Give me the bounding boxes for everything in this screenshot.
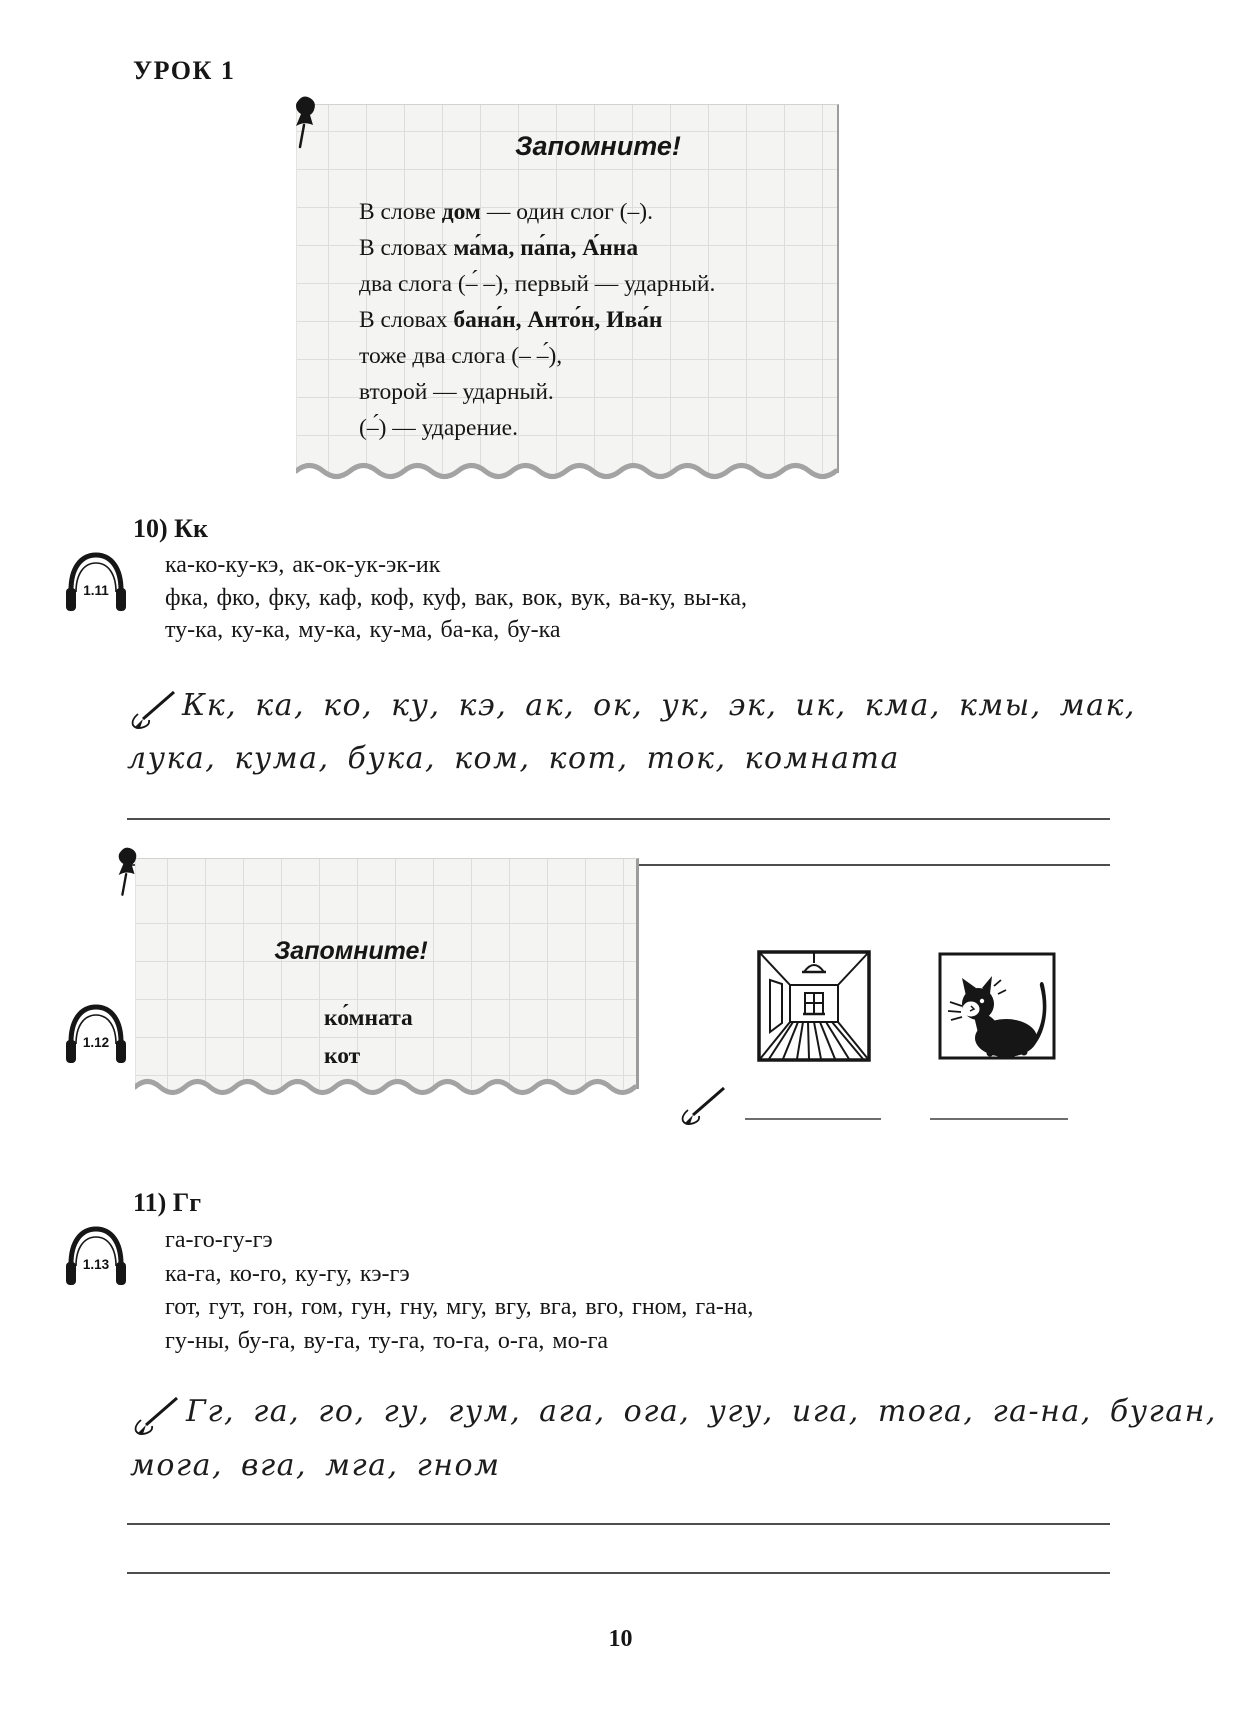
answer-blank [745, 1118, 881, 1120]
cursive-sample-line: Кк, ка, ко, ку, кэ, ак, ок, ук, эк, ик, кма, кмы, мак, [182, 688, 1136, 723]
note-text-line: два слога (–́ –), первый — ударный. [359, 271, 716, 297]
note-text-line: (–́) — ударение. [359, 415, 518, 441]
cursive-sample-line: Гг, га, го, гу, гум, ага, ога, угу, ига, тога, га-на, буган, [186, 1394, 1217, 1429]
drill-line: ту-ка, ку-ка, му-ка, ку-ма, ба-ка, бу-ка [165, 617, 561, 643]
drill-line: гот, гут, гон, гом, гун, гну, мгу, вгу, вга, вго, гном, га-на, [165, 1294, 754, 1320]
note-text [359, 194, 837, 446]
headphones-icon [64, 1000, 128, 1066]
drill-line: ка-ко-ку-кэ, ак-ок-ук-эк-ик [165, 552, 441, 578]
cursive-sample-line: лука, кума, бука, ком, кот, ток, комната [127, 741, 900, 776]
section-10-heading: 10) Кк [133, 514, 208, 543]
writing-line [127, 1572, 1110, 1574]
writing-pen-icon [680, 1086, 726, 1126]
note-text-line: В слове дом — один слог (–). [359, 199, 653, 225]
note-box-remember-2 [135, 858, 639, 1089]
torn-paper-edge [296, 451, 838, 499]
room-picture [757, 950, 871, 1062]
torn-paper-edge [135, 1067, 637, 1115]
note-text-line: В словах ма́ма, па́па, А́нна [359, 235, 639, 261]
headphones-icon [64, 548, 128, 614]
drill-line: ка-га, ко-го, ку-гу, кэ-гэ [165, 1260, 410, 1287]
note-text-line: В словах бана́н, Анто́н, Ива́н [359, 307, 663, 333]
vocabulary-word: кот [324, 1043, 361, 1069]
note-box-remember-1 [296, 104, 839, 473]
cat-picture [938, 952, 1056, 1060]
writing-pen-icon [130, 690, 176, 730]
note-title: Запомните! [274, 937, 428, 965]
drill-line: га-го-гу-гэ [165, 1227, 273, 1253]
drill-lines-k [165, 549, 747, 647]
cursive-sample-line: мога, вга, мга, гном [130, 1448, 501, 1483]
lesson-header: УРОК 1 [133, 56, 236, 85]
note-text-line: второй — ударный. [359, 379, 554, 405]
pushpin-icon [114, 846, 142, 906]
audio-track-icon [64, 548, 128, 614]
answer-blank [930, 1118, 1068, 1120]
vocabulary-word: ко́мната [324, 1005, 413, 1031]
page-number: 10 [608, 1626, 633, 1652]
headphones-icon [64, 1222, 128, 1288]
drill-lines-g [165, 1224, 753, 1358]
writing-line [127, 818, 1110, 820]
drill-line: фка, фко, фку, каф, коф, куф, вак, вок, вук, ва-ку, вы-ка, [165, 584, 748, 611]
drill-line: гу-ны, бу-га, ву-га, ту-га, то-га, о-га, мо-га [165, 1327, 609, 1354]
writing-pen-icon [133, 1396, 179, 1436]
pushpin-icon [291, 95, 321, 159]
note-text-line: тоже два слога (– –́), [359, 343, 563, 369]
note-title: Запомните! [515, 131, 681, 161]
audio-track-icon [64, 1000, 128, 1066]
writing-line [127, 1523, 1110, 1525]
audio-track-number: 1.12 [82, 1035, 110, 1050]
audio-track-number: 1.13 [82, 1257, 110, 1272]
audio-track-icon [64, 1222, 128, 1288]
section-11-heading: 11) Гг [133, 1188, 202, 1217]
audio-track-number: 1.11 [83, 583, 109, 598]
